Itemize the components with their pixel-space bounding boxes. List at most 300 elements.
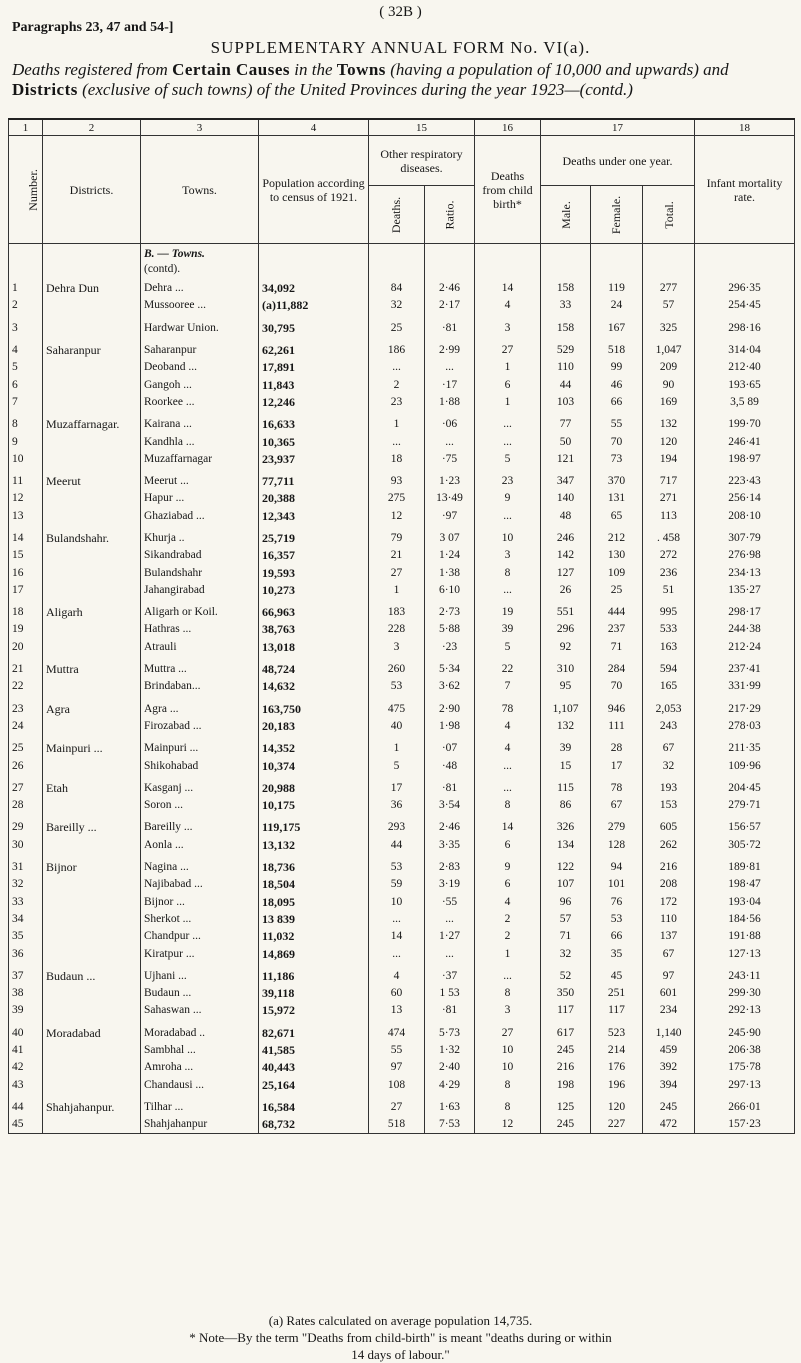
female-deaths: 109 xyxy=(591,564,643,581)
resp-ratio: 2·99 xyxy=(425,337,475,359)
town-name: Hapur ... xyxy=(141,490,259,507)
childbirth-deaths: 8 xyxy=(475,1076,541,1093)
subtitle-towns: Towns xyxy=(336,60,386,79)
total-deaths: 163 xyxy=(643,639,695,656)
table-row xyxy=(9,656,795,678)
total-deaths: 165 xyxy=(643,678,695,695)
district-name: Muzaffarnagar. xyxy=(43,411,141,433)
infant-mortality-rate: 331·99 xyxy=(695,678,795,695)
form-subtitle xyxy=(12,60,792,100)
population: 13,132 xyxy=(259,837,369,854)
district-name: Etah xyxy=(43,775,141,797)
infant-mortality-rate: 135·27 xyxy=(695,582,795,599)
infant-mortality-rate: 243·11 xyxy=(695,963,795,985)
row-number: 45 xyxy=(9,1116,43,1134)
resp-ratio: ·07 xyxy=(425,735,475,757)
childbirth-deaths: 4 xyxy=(475,894,541,911)
total-deaths: 216 xyxy=(643,854,695,876)
resp-deaths: 1 xyxy=(369,411,425,433)
childbirth-deaths: 78 xyxy=(475,696,541,718)
section-heading: B. — Towns. (contd). xyxy=(141,244,259,281)
resp-deaths: ... xyxy=(369,945,425,962)
population: 10,365 xyxy=(259,433,369,450)
resp-ratio: 6·10 xyxy=(425,582,475,599)
town-name: Mainpuri ... xyxy=(141,735,259,757)
resp-ratio: ... xyxy=(425,433,475,450)
total-deaths: 605 xyxy=(643,814,695,836)
row-number: 32 xyxy=(9,876,43,893)
childbirth-deaths: 10 xyxy=(475,1042,541,1059)
district-name xyxy=(43,394,141,411)
infant-mortality-rate: 206·38 xyxy=(695,1042,795,1059)
male-deaths: 198 xyxy=(541,1076,591,1093)
childbirth-deaths: ... xyxy=(475,775,541,797)
district-name xyxy=(43,564,141,581)
childbirth-deaths: ... xyxy=(475,757,541,774)
colnum-3: 3 xyxy=(141,119,259,136)
header-deaths: Deaths. xyxy=(369,186,425,244)
district-name xyxy=(43,911,141,928)
population: 16,584 xyxy=(259,1094,369,1116)
resp-ratio: ·55 xyxy=(425,894,475,911)
resp-deaths: 60 xyxy=(369,985,425,1002)
town-name: Sambhal ... xyxy=(141,1042,259,1059)
infant-mortality-rate: 246·41 xyxy=(695,433,795,450)
infant-mortality-rate: 237·41 xyxy=(695,656,795,678)
district-name: Meerut xyxy=(43,468,141,490)
childbirth-deaths: 9 xyxy=(475,490,541,507)
resp-ratio: 1 53 xyxy=(425,985,475,1002)
population: 16,357 xyxy=(259,547,369,564)
resp-ratio: 13·49 xyxy=(425,490,475,507)
infant-mortality-rate: 199·70 xyxy=(695,411,795,433)
female-deaths: 70 xyxy=(591,678,643,695)
male-deaths: 57 xyxy=(541,911,591,928)
row-number: 44 xyxy=(9,1094,43,1116)
district-name: Mainpuri ... xyxy=(43,735,141,757)
table-row xyxy=(9,337,795,359)
female-deaths: 65 xyxy=(591,508,643,525)
resp-ratio: 3·62 xyxy=(425,678,475,695)
table-row xyxy=(9,876,795,893)
header-population: Population according to census of 1921. xyxy=(259,136,369,244)
town-name: Sikandrabad xyxy=(141,547,259,564)
district-name xyxy=(43,876,141,893)
table-row xyxy=(9,1020,795,1042)
colnum-16: 16 xyxy=(475,119,541,136)
town-name: Shikohabad xyxy=(141,757,259,774)
childbirth-deaths: 8 xyxy=(475,564,541,581)
infant-mortality-rate: 278·03 xyxy=(695,718,795,735)
row-number: 1 xyxy=(9,280,43,297)
district-name: Moradabad xyxy=(43,1020,141,1042)
resp-deaths: 23 xyxy=(369,394,425,411)
female-deaths: 946 xyxy=(591,696,643,718)
resp-deaths: ... xyxy=(369,359,425,376)
total-deaths: 67 xyxy=(643,735,695,757)
district-name xyxy=(43,797,141,814)
colnum-18: 18 xyxy=(695,119,795,136)
town-name: Ghaziabad ... xyxy=(141,508,259,525)
population: 163,750 xyxy=(259,696,369,718)
total-deaths: 120 xyxy=(643,433,695,450)
population: 62,261 xyxy=(259,337,369,359)
resp-ratio: 2·40 xyxy=(425,1059,475,1076)
resp-ratio: 2·17 xyxy=(425,297,475,314)
subtitle-part-1: Deaths registered from xyxy=(12,60,173,79)
district-name xyxy=(43,757,141,774)
town-name: Hathras ... xyxy=(141,621,259,638)
male-deaths: 216 xyxy=(541,1059,591,1076)
childbirth-deaths: 1 xyxy=(475,394,541,411)
infant-mortality-rate: 198·97 xyxy=(695,451,795,468)
resp-deaths: 186 xyxy=(369,337,425,359)
town-name: Bijnor ... xyxy=(141,894,259,911)
total-deaths: 1,140 xyxy=(643,1020,695,1042)
town-name: Atrauli xyxy=(141,639,259,656)
town-name: Meerut ... xyxy=(141,468,259,490)
resp-deaths: 59 xyxy=(369,876,425,893)
childbirth-deaths: 6 xyxy=(475,376,541,393)
mortality-table xyxy=(8,118,795,1134)
resp-ratio: 2·46 xyxy=(425,280,475,297)
table-row xyxy=(9,718,795,735)
population: 66,963 xyxy=(259,599,369,621)
total-deaths: 459 xyxy=(643,1042,695,1059)
district-name xyxy=(43,894,141,911)
total-deaths: 236 xyxy=(643,564,695,581)
resp-deaths: 17 xyxy=(369,775,425,797)
childbirth-deaths: ... xyxy=(475,582,541,599)
population: 18,736 xyxy=(259,854,369,876)
resp-deaths: 1 xyxy=(369,582,425,599)
total-deaths: 209 xyxy=(643,359,695,376)
population: 23,937 xyxy=(259,451,369,468)
total-deaths: 271 xyxy=(643,490,695,507)
district-name xyxy=(43,490,141,507)
total-deaths: 194 xyxy=(643,451,695,468)
infant-mortality-rate: 189·81 xyxy=(695,854,795,876)
row-number: 26 xyxy=(9,757,43,774)
section-heading-row xyxy=(9,244,795,281)
form-title: SUPPLEMENTARY ANNUAL FORM No. VI(a). xyxy=(210,38,591,57)
infant-mortality-rate: 297·13 xyxy=(695,1076,795,1093)
town-name: Mussooree ... xyxy=(141,297,259,314)
resp-ratio: ·37 xyxy=(425,963,475,985)
total-deaths: 234 xyxy=(643,1002,695,1019)
female-deaths: 237 xyxy=(591,621,643,638)
population: 119,175 xyxy=(259,814,369,836)
table-row xyxy=(9,508,795,525)
row-number: 13 xyxy=(9,508,43,525)
total-deaths: 132 xyxy=(643,411,695,433)
resp-deaths: 474 xyxy=(369,1020,425,1042)
header-ratio: Ratio. xyxy=(425,186,475,244)
female-deaths: 35 xyxy=(591,945,643,962)
table-row xyxy=(9,621,795,638)
colnum-4: 4 xyxy=(259,119,369,136)
resp-deaths: 475 xyxy=(369,696,425,718)
district-name: Agra xyxy=(43,696,141,718)
male-deaths: 617 xyxy=(541,1020,591,1042)
population: 11,032 xyxy=(259,928,369,945)
infant-mortality-rate: 292·13 xyxy=(695,1002,795,1019)
resp-ratio: ·23 xyxy=(425,639,475,656)
footnote-a: (a) Rates calculated on average population 14,735. xyxy=(268,1313,533,1328)
row-number: 9 xyxy=(9,433,43,450)
childbirth-deaths: 7 xyxy=(475,678,541,695)
total-deaths: 110 xyxy=(643,911,695,928)
infant-mortality-rate: 223·43 xyxy=(695,468,795,490)
total-deaths: 272 xyxy=(643,547,695,564)
row-number: 36 xyxy=(9,945,43,962)
row-number: 7 xyxy=(9,394,43,411)
female-deaths: 73 xyxy=(591,451,643,468)
population: 39,118 xyxy=(259,985,369,1002)
resp-deaths: 32 xyxy=(369,297,425,314)
footnote-block xyxy=(0,1312,801,1363)
infant-mortality-rate: 307·79 xyxy=(695,525,795,547)
table-row xyxy=(9,735,795,757)
population: 34,092 xyxy=(259,280,369,297)
population: 12,343 xyxy=(259,508,369,525)
infant-mortality-rate: 198·47 xyxy=(695,876,795,893)
row-number: 20 xyxy=(9,639,43,656)
population: 14,632 xyxy=(259,678,369,695)
female-deaths: 66 xyxy=(591,928,643,945)
male-deaths: 326 xyxy=(541,814,591,836)
header-towns: Towns. xyxy=(141,136,259,244)
resp-deaths: 5 xyxy=(369,757,425,774)
female-deaths: 94 xyxy=(591,854,643,876)
town-name: Aonla ... xyxy=(141,837,259,854)
childbirth-deaths: 8 xyxy=(475,797,541,814)
population: 15,972 xyxy=(259,1002,369,1019)
resp-deaths: 293 xyxy=(369,814,425,836)
row-number: 43 xyxy=(9,1076,43,1093)
male-deaths: 142 xyxy=(541,547,591,564)
town-name: Tilhar ... xyxy=(141,1094,259,1116)
resp-deaths: ... xyxy=(369,911,425,928)
population: 30,795 xyxy=(259,315,369,337)
town-name: Kairana ... xyxy=(141,411,259,433)
district-name xyxy=(43,1002,141,1019)
total-deaths: 594 xyxy=(643,656,695,678)
childbirth-deaths: 27 xyxy=(475,337,541,359)
resp-deaths: 55 xyxy=(369,1042,425,1059)
district-name xyxy=(43,985,141,1002)
district-name xyxy=(43,1042,141,1059)
table-row xyxy=(9,814,795,836)
male-deaths: 33 xyxy=(541,297,591,314)
female-deaths: 67 xyxy=(591,797,643,814)
male-deaths: 132 xyxy=(541,718,591,735)
resp-deaths: 27 xyxy=(369,564,425,581)
resp-ratio: ·81 xyxy=(425,775,475,797)
childbirth-deaths: 8 xyxy=(475,1094,541,1116)
column-number-row xyxy=(9,119,795,136)
female-deaths: 101 xyxy=(591,876,643,893)
resp-deaths: 1 xyxy=(369,735,425,757)
infant-mortality-rate: 3,5 89 xyxy=(695,394,795,411)
female-deaths: 17 xyxy=(591,757,643,774)
male-deaths: 26 xyxy=(541,582,591,599)
district-name xyxy=(43,547,141,564)
population: 40,443 xyxy=(259,1059,369,1076)
infant-mortality-rate: 299·30 xyxy=(695,985,795,1002)
infant-mortality-rate: 234·13 xyxy=(695,564,795,581)
district-name xyxy=(43,678,141,695)
row-number: 38 xyxy=(9,985,43,1002)
header-male: Male. xyxy=(541,186,591,244)
resp-ratio: 3·54 xyxy=(425,797,475,814)
resp-deaths: 4 xyxy=(369,963,425,985)
district-name xyxy=(43,945,141,962)
subtitle-part-3: (having a population of 10,000 and upwards) and xyxy=(385,60,729,79)
male-deaths: 350 xyxy=(541,985,591,1002)
resp-ratio: 2·90 xyxy=(425,696,475,718)
population: 16,633 xyxy=(259,411,369,433)
infant-mortality-rate: 217·29 xyxy=(695,696,795,718)
infant-mortality-rate: 156·57 xyxy=(695,814,795,836)
total-deaths: 67 xyxy=(643,945,695,962)
childbirth-deaths: 6 xyxy=(475,837,541,854)
infant-mortality-rate: 208·10 xyxy=(695,508,795,525)
female-deaths: 120 xyxy=(591,1094,643,1116)
row-number: 5 xyxy=(9,359,43,376)
population: 13 839 xyxy=(259,911,369,928)
resp-deaths: 53 xyxy=(369,854,425,876)
resp-ratio: 1·63 xyxy=(425,1094,475,1116)
subtitle-part-2: in the xyxy=(290,60,337,79)
resp-deaths: 44 xyxy=(369,837,425,854)
table-row xyxy=(9,985,795,1002)
population: 14,352 xyxy=(259,735,369,757)
district-name xyxy=(43,315,141,337)
male-deaths: 50 xyxy=(541,433,591,450)
paragraph-reference: Paragraphs 23, 47 and 54-] xyxy=(12,20,174,35)
town-name: Nagina ... xyxy=(141,854,259,876)
population: 13,018 xyxy=(259,639,369,656)
town-name: Aligarh or Koil. xyxy=(141,599,259,621)
male-deaths: 96 xyxy=(541,894,591,911)
total-deaths: 472 xyxy=(643,1116,695,1134)
population: 77,711 xyxy=(259,468,369,490)
table-row xyxy=(9,696,795,718)
male-deaths: 39 xyxy=(541,735,591,757)
infant-mortality-rate: 204·45 xyxy=(695,775,795,797)
row-number: 28 xyxy=(9,797,43,814)
total-deaths: 245 xyxy=(643,1094,695,1116)
row-number: 11 xyxy=(9,468,43,490)
row-number: 34 xyxy=(9,911,43,928)
population: 82,671 xyxy=(259,1020,369,1042)
district-name xyxy=(43,1059,141,1076)
infant-mortality-rate: 212·40 xyxy=(695,359,795,376)
female-deaths: 251 xyxy=(591,985,643,1002)
childbirth-deaths: ... xyxy=(475,508,541,525)
row-number: 40 xyxy=(9,1020,43,1042)
resp-ratio: 1·88 xyxy=(425,394,475,411)
table-row xyxy=(9,599,795,621)
infant-mortality-rate: 298·17 xyxy=(695,599,795,621)
district-name: Aligarh xyxy=(43,599,141,621)
table-row xyxy=(9,911,795,928)
town-name: Bulandshahr xyxy=(141,564,259,581)
female-deaths: 227 xyxy=(591,1116,643,1134)
resp-deaths: 12 xyxy=(369,508,425,525)
district-name xyxy=(43,376,141,393)
table-row xyxy=(9,468,795,490)
town-name: Kasganj ... xyxy=(141,775,259,797)
female-deaths: 117 xyxy=(591,1002,643,1019)
table-row xyxy=(9,280,795,297)
infant-mortality-rate: 245·90 xyxy=(695,1020,795,1042)
female-deaths: 46 xyxy=(591,376,643,393)
town-name: Shahjahanpur xyxy=(141,1116,259,1134)
childbirth-deaths: 27 xyxy=(475,1020,541,1042)
resp-deaths: 53 xyxy=(369,678,425,695)
male-deaths: 1,107 xyxy=(541,696,591,718)
female-deaths: 45 xyxy=(591,963,643,985)
colnum-2: 2 xyxy=(43,119,141,136)
table-row xyxy=(9,775,795,797)
childbirth-deaths: 14 xyxy=(475,280,541,297)
district-name xyxy=(43,1076,141,1093)
male-deaths: 15 xyxy=(541,757,591,774)
childbirth-deaths: 10 xyxy=(475,525,541,547)
male-deaths: 310 xyxy=(541,656,591,678)
colnum-15: 15 xyxy=(369,119,475,136)
subtitle-certain-causes: Certain Causes xyxy=(172,60,291,79)
row-number: 33 xyxy=(9,894,43,911)
population: 38,763 xyxy=(259,621,369,638)
childbirth-deaths: 3 xyxy=(475,547,541,564)
childbirth-deaths: 2 xyxy=(475,911,541,928)
female-deaths: 53 xyxy=(591,911,643,928)
row-number: 12 xyxy=(9,490,43,507)
childbirth-deaths: 14 xyxy=(475,814,541,836)
resp-ratio: ·97 xyxy=(425,508,475,525)
total-deaths: 172 xyxy=(643,894,695,911)
resp-deaths: 275 xyxy=(369,490,425,507)
resp-ratio: 2·73 xyxy=(425,599,475,621)
header-infant-mortality: Infant mortality rate. xyxy=(695,136,795,244)
total-deaths: 193 xyxy=(643,775,695,797)
row-number: 39 xyxy=(9,1002,43,1019)
male-deaths: 122 xyxy=(541,854,591,876)
population: 20,388 xyxy=(259,490,369,507)
header-districts: Districts. xyxy=(43,136,141,244)
female-deaths: 25 xyxy=(591,582,643,599)
resp-deaths: 21 xyxy=(369,547,425,564)
row-number: 21 xyxy=(9,656,43,678)
female-deaths: 370 xyxy=(591,468,643,490)
infant-mortality-rate: 244·38 xyxy=(695,621,795,638)
row-number: 22 xyxy=(9,678,43,695)
male-deaths: 103 xyxy=(541,394,591,411)
infant-mortality-rate: 256·14 xyxy=(695,490,795,507)
row-number: 35 xyxy=(9,928,43,945)
district-name: Shahjahanpur. xyxy=(43,1094,141,1116)
male-deaths: 134 xyxy=(541,837,591,854)
table-row xyxy=(9,1076,795,1093)
resp-deaths: 14 xyxy=(369,928,425,945)
female-deaths: 131 xyxy=(591,490,643,507)
row-number: 27 xyxy=(9,775,43,797)
male-deaths: 121 xyxy=(541,451,591,468)
district-name: Budaun ... xyxy=(43,963,141,985)
